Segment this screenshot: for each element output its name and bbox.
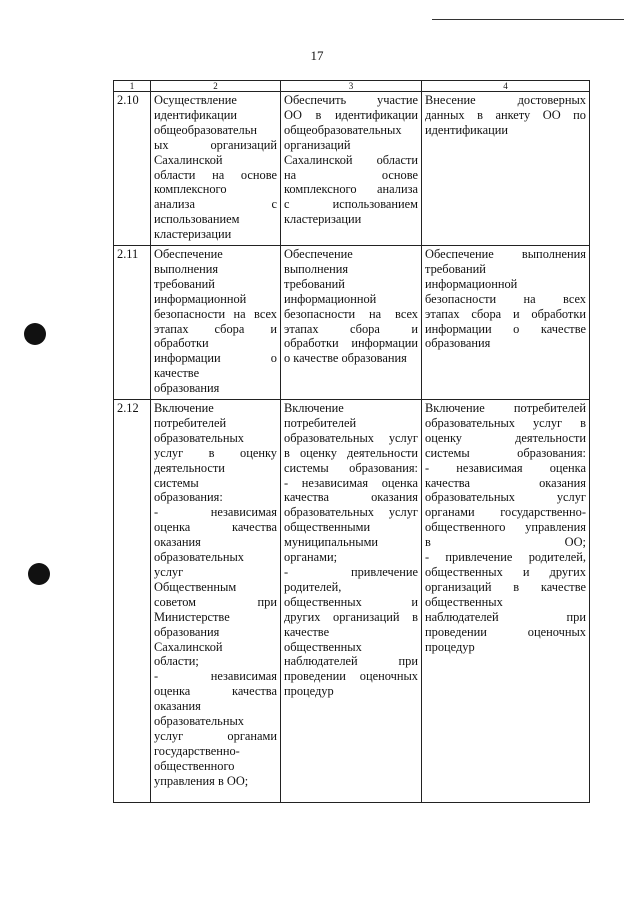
cell-line: общественных [284,639,362,654]
cell-line: идентификации [154,107,237,122]
cell-line: процедур [425,639,475,654]
cell-line: требований [284,276,345,291]
cell-line: области; [154,654,199,669]
cell-line: органами; [284,550,338,565]
cell-line: образования [425,336,491,351]
table-header-row [114,81,590,92]
cell-line: оценка качества [154,684,277,699]
table-row [114,400,590,803]
header-cell: 3 [281,81,422,92]
cell-line: информации о [154,351,277,366]
cell-line: организаций [284,137,351,152]
cell-line: деятельности [154,460,225,475]
cell-line: требований [425,261,486,276]
cell-line: Общественным [154,579,237,594]
cell-line: безопасности на всех [425,291,586,306]
cell-line: общественного [154,758,235,773]
cell-line: услуг [154,564,184,579]
cell-line: в оценку деятельности [284,445,418,460]
cell-line: потребителей [284,415,357,430]
cell-line: качества оказания [284,490,418,505]
cell-line: услуг органами [154,728,277,743]
cell-line: наблюдателей при [425,609,586,624]
cell-line: потребителей [154,415,227,430]
cell-municipal-action [281,400,422,803]
cell-line: оценку деятельности [425,430,586,445]
cell-line: управления в ОО; [154,773,249,788]
cell-line: общественного управления [425,520,586,535]
cell-line: на основе [284,167,418,182]
cell-line: информационной [425,276,518,291]
cell-line: государственно- [154,743,240,758]
cell-line: анализа с [154,197,277,212]
cell-line: безопасности на всех [284,306,418,321]
cell-line: выполнения [284,261,349,276]
cell-line: образовательных [154,714,244,729]
row-number: 2.10 [114,92,151,246]
cell-line: наблюдателей при [284,654,418,669]
cell-school-action [422,246,590,400]
cell-line: Сахалинской [154,639,223,654]
cell-line: общеобразовательных [284,122,402,137]
cell-line: ОО в идентификации [284,107,418,122]
cell-line: органами государственно- [425,505,586,520]
cell-line: идентификации [425,122,508,137]
cell-line: информационной [154,291,247,306]
punch-hole [28,563,50,585]
cell-line: Сахалинской [154,152,223,167]
cell-line: требований [154,276,215,291]
cell-line: информационной [284,291,377,306]
cell-line: этапах сбора и [284,321,418,336]
cell-line: образования [154,381,220,396]
cell-line: системы образования: [425,445,586,460]
row-number: 2.11 [114,246,151,400]
page-number: 17 [310,48,324,63]
cell-line: услуг в оценку [154,445,277,460]
cell-line: оценка качества [154,520,277,535]
cell-activity [151,92,281,246]
cell-line: - привлечение родителей, [425,550,586,565]
cell-line: кластеризации [154,227,232,242]
cell-line: советом при [154,594,277,609]
top-rule [432,19,624,20]
cell-line: данных в анкету ОО по [425,107,586,122]
table-row [114,92,590,246]
cell-line: в ОО; [425,535,586,550]
cell-line: образовательных [154,550,244,565]
cell-line: о качестве образования [284,351,407,366]
cell-line: образовательных услуг [284,430,418,445]
cell-line: области на основе [154,167,277,182]
cell-line: образовательных услуг [284,505,418,520]
cell-municipal-action [281,246,422,400]
cell-line: безопасности на всех [154,306,277,321]
cell-line: Включение [284,401,344,415]
cell-line: проведении оценочных [425,624,586,639]
cell-line: образования: [154,490,223,505]
cell-line: выполнения [154,261,219,276]
cell-line: - независимая [154,669,277,684]
cell-line: процедур [284,684,334,699]
cell-line: общеобразовательн [154,122,257,137]
cell-line: образовательных услуг в [425,415,586,430]
cell-line: общественных и других [425,564,586,579]
header-cell: 4 [422,81,590,92]
cell-line: информации о качестве [425,321,586,336]
cell-line: качестве [154,366,200,381]
cell-activity [151,246,281,400]
cell-line: этапах сбора и [154,321,277,336]
cell-line: общественных [425,594,503,609]
cell-line: оказания [154,535,201,550]
cell-line: использованием [154,212,240,227]
cell-line: Обеспечение [154,247,223,261]
cell-school-action [422,92,590,246]
cell-line: образовательных услуг [425,490,586,505]
table-row [114,246,590,400]
cell-line: общественных и [284,594,418,609]
cell-line: родителей, [284,579,342,594]
cell-activity [151,400,281,803]
cell-line: с использованием [284,197,418,212]
cell-line: - независимая оценка [425,460,586,475]
punch-hole [24,323,46,345]
cell-line: других организаций в [284,609,418,624]
cell-line: образования [154,624,220,639]
cell-line: обработки информации [284,336,418,351]
cell-line: комплексного анализа [284,182,418,197]
header-cell: 1 [114,81,151,92]
cell-municipal-action [281,92,422,246]
cell-line: Министерстве [154,609,230,624]
cell-line: образовательных [154,430,244,445]
cell-line: - независимая оценка [284,475,418,490]
cell-line: кластеризации [284,212,362,227]
cell-line: общественными [284,520,371,535]
cell-line: организаций в качестве [425,579,586,594]
cell-line: обработки [154,336,209,351]
cell-line: Включение потребителей [425,401,586,415]
cell-line: Обеспечение [284,247,353,261]
cell-line: системы образования: [284,460,418,475]
row-number: 2.12 [114,400,151,803]
cell-line: Обеспечить участие [284,93,418,107]
cell-line: Сахалинской области [284,152,418,167]
cell-line: проведении оценочных [284,669,418,684]
cell-line: - независимая [154,505,277,520]
cell-line: муниципальными [284,535,379,550]
cell-line: качестве [284,624,330,639]
cell-line: Обеспечение выполнения [425,247,586,261]
cell-line: качества оказания [425,475,586,490]
cell-line: - привлечение [284,564,418,579]
cell-line: ых организаций [154,137,277,152]
cell-line: комплексного [154,182,227,197]
cell-line: Осуществление [154,93,237,107]
header-cell: 2 [151,81,281,92]
cell-school-action [422,400,590,803]
cell-line: этапах сбора и обработки [425,306,586,321]
cell-line: Включение [154,401,214,415]
cell-line: системы [154,475,199,490]
plan-table [113,80,590,803]
cell-line: Внесение достоверных [425,93,586,107]
cell-line: оказания [154,699,201,714]
